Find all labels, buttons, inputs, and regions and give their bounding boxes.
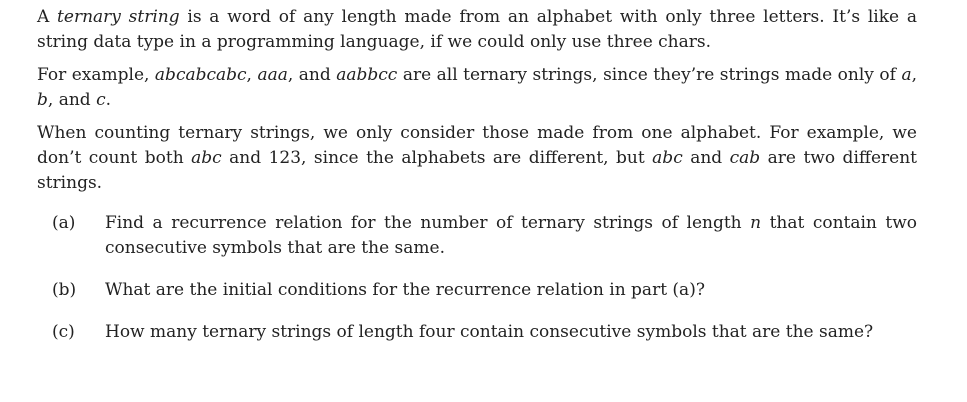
example-string: abcabcabc [154, 65, 247, 85]
example-string: abc [191, 148, 222, 168]
example-string: abc [652, 148, 683, 168]
question-parts-list [37, 211, 917, 345]
text-segment: Find a recurrence relation for the number of ternary strings of length [105, 213, 751, 233]
question-part-a [52, 211, 917, 261]
variable-n: n [750, 213, 762, 233]
text-segment: , [246, 65, 258, 85]
letter-symbol: b [37, 90, 48, 110]
paragraph-counting-rule [37, 121, 917, 196]
example-string: aabbcc [336, 65, 398, 85]
part-label: (c) [52, 322, 75, 342]
text-segment: A [37, 7, 58, 27]
text-segment: . [105, 90, 112, 110]
example-string: cab [729, 148, 761, 168]
text-segment: When counting ternary strings, we only consider those made from one alphabet. For example, we don’t count both [37, 123, 917, 168]
question-part-c [52, 320, 917, 345]
letter-symbol: c [96, 90, 106, 110]
example-string: aaa [257, 65, 288, 85]
text-segment: , and [47, 90, 97, 110]
text-segment: and [682, 148, 730, 168]
letter-symbol: a [901, 65, 912, 85]
paragraph-example [37, 63, 917, 113]
term-ternary-string: ternary string [57, 7, 180, 27]
paragraph-definition [37, 5, 917, 55]
text-segment: that contain two consecutive symbols that are the same. [105, 213, 917, 258]
text-segment: For example, [37, 65, 155, 85]
text-segment: is a word of any length made from an alphabet with only three letters. It’s like a string data type in a programming language, if we could only use three chars. [37, 7, 917, 52]
text-segment: How many ternary strings of length four contain consecutive symbols that are the same? [105, 322, 874, 342]
text-segment: are all ternary strings, since they’re strings made only of [397, 65, 902, 85]
part-label: (a) [52, 213, 76, 233]
text-segment: , [911, 65, 917, 85]
text-segment: What are the initial conditions for the recurrence relation in part (a)? [105, 280, 705, 300]
text-segment: and 123, since the alphabets are different, but [221, 148, 653, 168]
text-segment: , and [287, 65, 337, 85]
question-part-b [52, 278, 917, 303]
part-label: (b) [52, 280, 77, 300]
text-segment: are two different strings. [37, 148, 917, 193]
document-body [37, 5, 917, 362]
